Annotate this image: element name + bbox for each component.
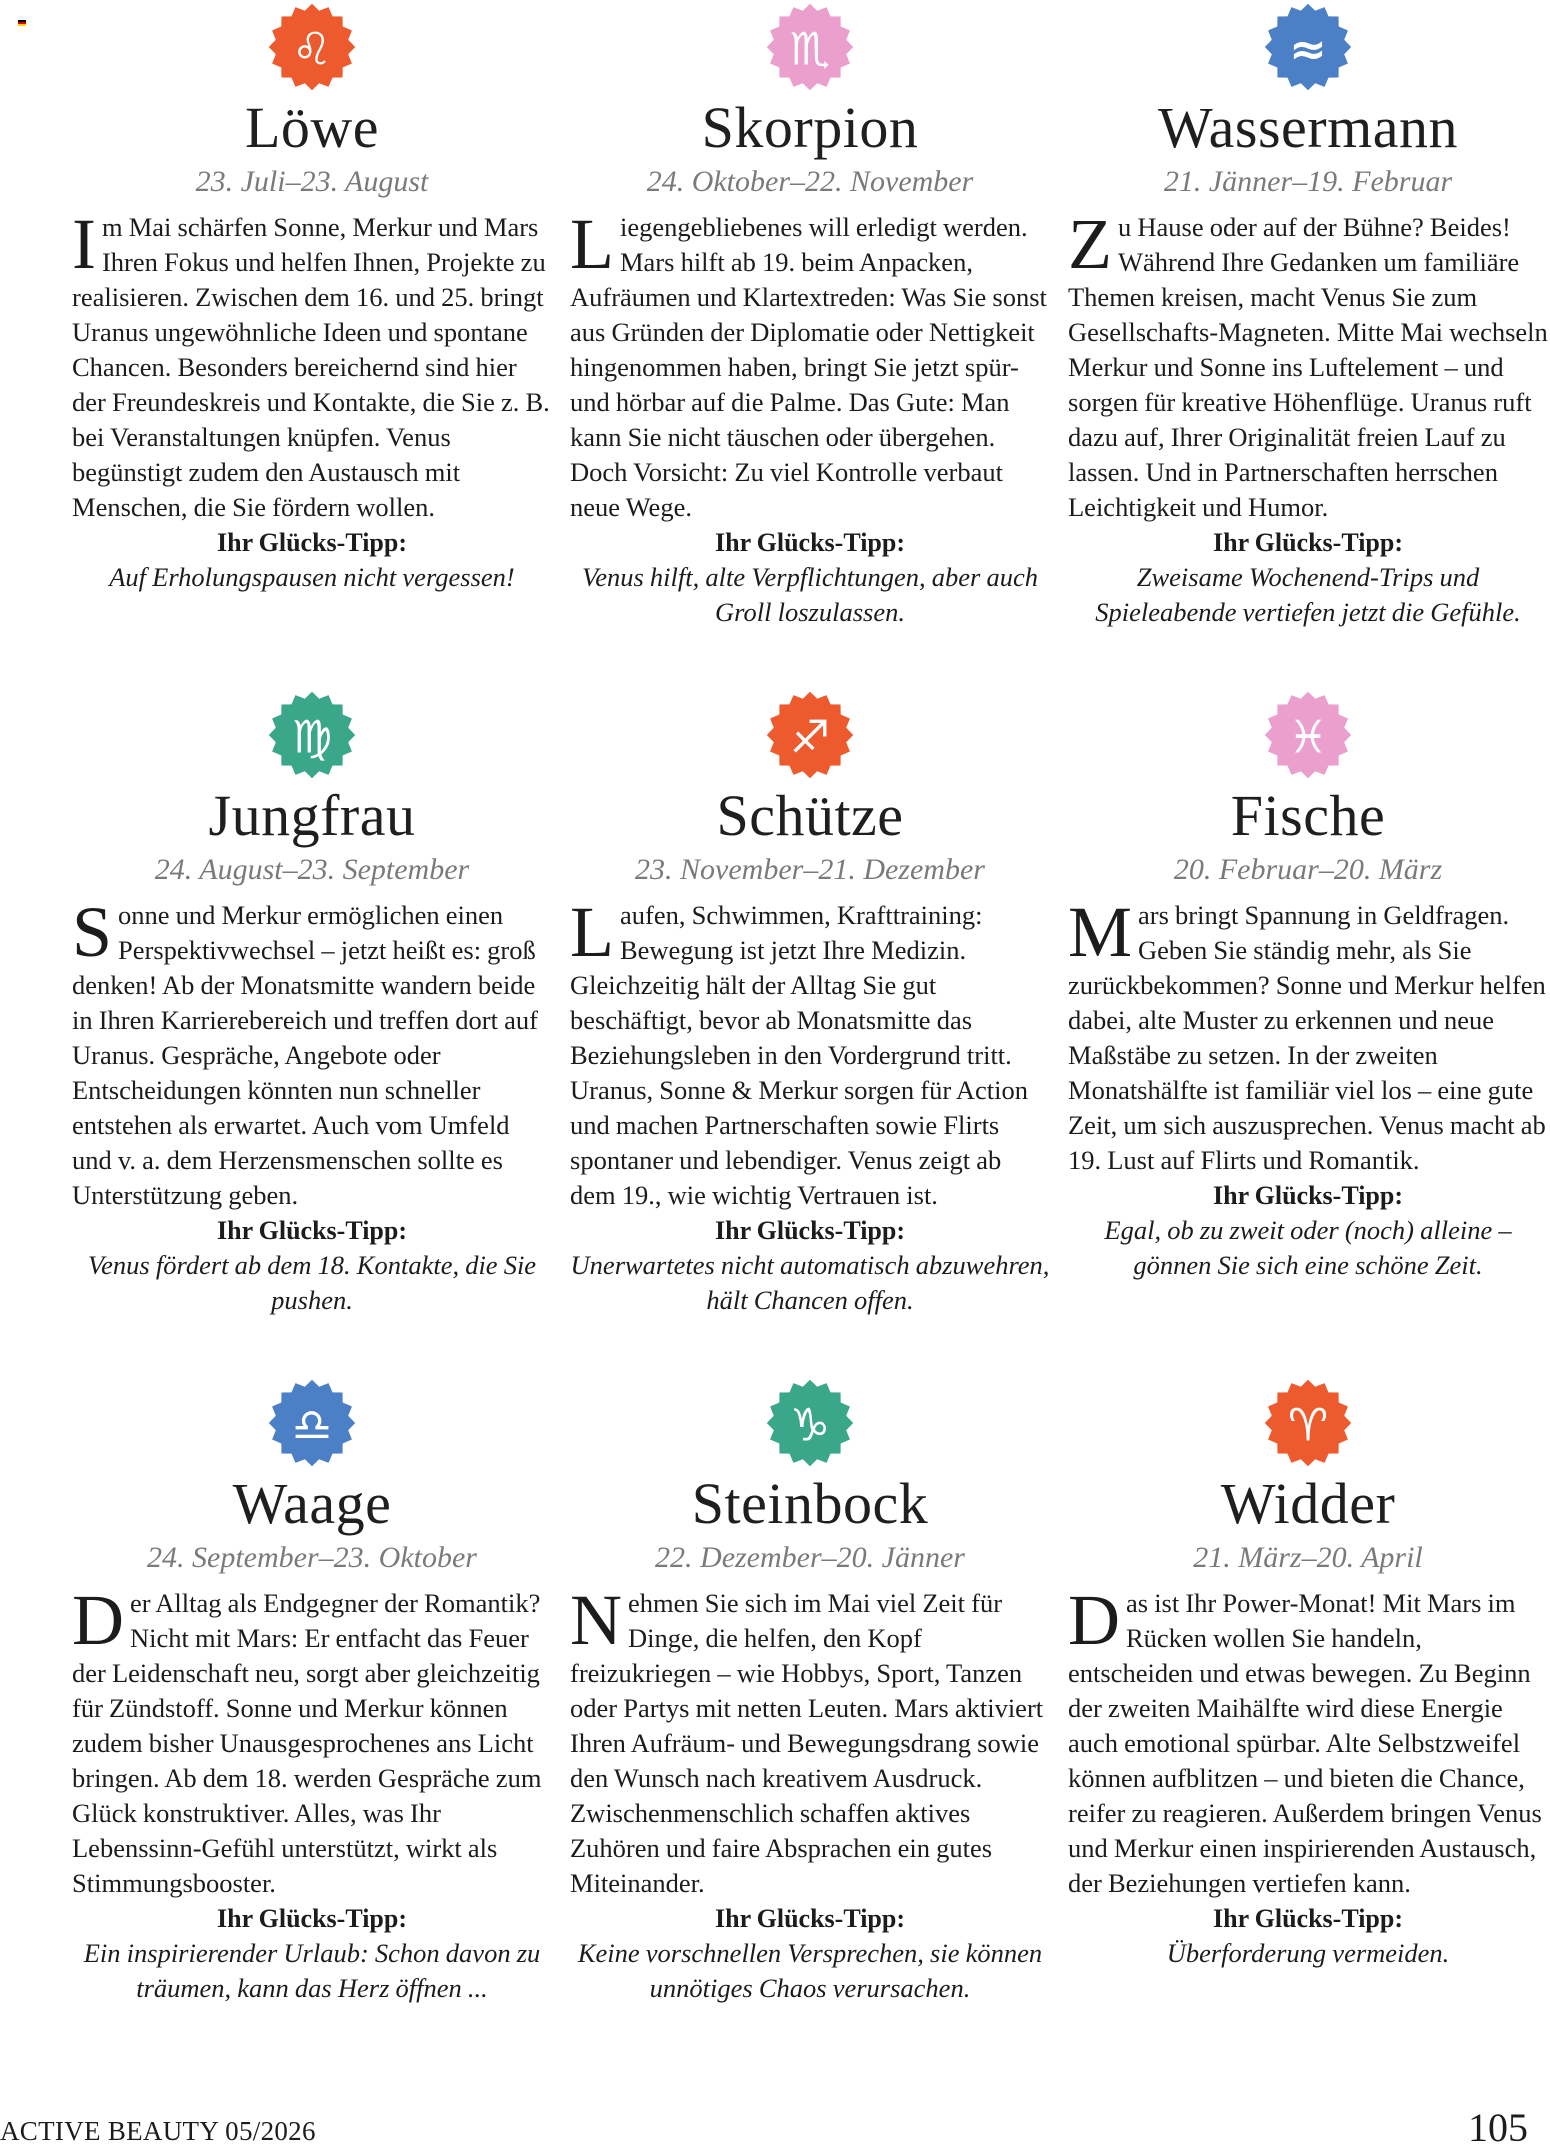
- zodiac-section-0: [72, 0, 552, 688]
- leo-icon: [267, 2, 357, 92]
- drop-cap: M: [1068, 892, 1133, 972]
- sign-paragraph: m Mai schärfen Sonne, Merkur und Mars Ihren Fokus und helfen Ihnen, Projekte zu realisieren. Zwischen dem 16. und 25. bringt Uranus ungewöhnliche Ideen und spontane Chancen. Besonders bereichernd sind hier der Freundeskreis und Kontakte, die Sie z. B. bei Veranstaltungen knüpfen. Venus begünstigt zudem den Austausch mit Menschen, die Sie fördern wollen.: [72, 212, 550, 522]
- luck-tip: Ein inspirierender Urlaub: Schon davon zu träumen, kann das Herz öffnen ...: [83, 1938, 541, 2003]
- svg-text:♏: ♏: [789, 22, 831, 76]
- drop-cap: L: [570, 204, 614, 284]
- sign-text: [1068, 204, 1548, 630]
- sign-dates: 23. Juli–23. August: [195, 165, 429, 198]
- svg-text:♌: ♌: [291, 22, 333, 76]
- sign-name: Widder: [1220, 1471, 1396, 1536]
- sign-dates: 23. November–21. Dezember: [635, 853, 985, 886]
- luck-tip: Venus fördert ab dem 18. Kontakte, die Sie pushen.: [87, 1250, 537, 1315]
- sign-paragraph: onne und Merkur ermöglichen einen Perspektivwechsel – jetzt heißt es: groß denken! Ab der Monatsmitte wandern beide in Ihren Karrierebereich und treffen dort auf Uranus. Gespräche, Angebote oder Entscheidungen könnten nun schneller entstehen als erwartet. Auch vom Umfeld und v. a. dem Herzensmenschen sollte es Unterstützung geben.: [72, 900, 538, 1210]
- sign-dates: 24. August–23. September: [154, 853, 470, 886]
- drop-cap: D: [72, 1580, 124, 1660]
- zodiac-section-8: [1068, 1376, 1548, 2080]
- aries-icon: [1263, 1378, 1353, 1468]
- luck-tip-label: Ihr Glücks-Tipp:: [1212, 1181, 1403, 1210]
- luck-tip: Egal, ob zu zweit oder (noch) alleine – gönnen Sie sich eine schöne Zeit.: [1104, 1215, 1512, 1280]
- sign-paragraph: ehmen Sie sich im Mai viel Zeit für Dinge, die helfen, den Kopf freizukriegen – wie Hobbys, Sport, Tanzen oder Partys mit netten Leuten. Mars aktiviert Ihren Aufräum- und Bewegungsdrang sowie den Wunsch nach kreativem Ausdruck. Zwischenmenschlich schaffen aktives Zuhören und faire Absprachen ein gutes Miteinander.: [570, 1588, 1044, 1898]
- drop-cap: N: [570, 1580, 622, 1660]
- svg-text:♈: ♈: [1287, 1398, 1329, 1452]
- zodiac-section-2: [1068, 0, 1548, 688]
- zodiac-section-5: [1068, 688, 1548, 1376]
- flag-icon: [18, 20, 26, 26]
- svg-text:♐: ♐: [789, 710, 831, 764]
- sign-paragraph: iegengebliebenes will erledigt werden. Mars hilft ab 19. beim Anpacken, Aufräumen und Klartextreden: Was Sie sonst aus Gründen der Diplomatie oder Nettigkeit hingenommen haben, bringt Sie jetzt spür- und hörbar auf die Palme. Das Gute: Man kann Sie nicht täuschen oder übergehen. Doch Vorsicht: Zu viel Kontrolle verbaut neue Wege.: [570, 212, 1047, 522]
- luck-tip-label: Ihr Glücks-Tipp:: [216, 1216, 407, 1245]
- sign-paragraph: er Alltag als Endgegner der Romantik? Nicht mit Mars: Er entfacht das Feuer der Leidenschaft neu, sorgt aber gleichzeitig für Zündstoff. Sonne und Merkur können zudem bisher Unausgesprochenes ans Licht bringen. Ab dem 18. werden Gespräche zum Glück konstruktiver. Alles, was Ihr Lebenssinn-Gefühl unterstützt, wirkt als Stimmungsbooster.: [72, 1588, 542, 1898]
- drop-cap: I: [72, 204, 96, 284]
- sign-dates: 21. Jänner–19. Februar: [1163, 165, 1453, 198]
- sign-dates: 24. September–23. Oktober: [147, 1541, 477, 1574]
- virgo-icon: [267, 690, 357, 780]
- luck-tip: Unerwartetes nicht automatisch abzuwehren, hält Chancen offen.: [570, 1250, 1050, 1315]
- horoscope-grid: [72, 0, 1550, 2080]
- zodiac-section-7: [570, 1376, 1050, 2080]
- sign-paragraph: aufen, Schwimmen, Krafttraining: Bewegung ist jetzt Ihre Medizin. Gleichzeitig hält der Alltag Sie gut beschäftigt, bevor ab Monatsmitte das Beziehungsleben in den Vordergrund tritt. Uranus, Sonne & Merkur sorgen für Action und machen Partnerschaften sowie Flirts spontaner und lebendiger. Venus zeigt ab dem 19., wie wichtig Vertrauen ist.: [570, 900, 1028, 1210]
- luck-tip-label: Ihr Glücks-Tipp:: [714, 1904, 905, 1933]
- luck-tip: Auf Erholungspausen nicht vergessen!: [109, 562, 515, 592]
- luck-tip-label: Ihr Glücks-Tipp:: [1212, 1904, 1403, 1933]
- sign-text: [570, 204, 1050, 630]
- zodiac-section-4: [570, 688, 1050, 1376]
- luck-tip-label: Ihr Glücks-Tipp:: [216, 528, 407, 557]
- sign-text: [1068, 892, 1548, 1283]
- sign-paragraph: u Hause oder auf der Bühne? Beides! Während Ihre Gedanken um familiäre Themen kreisen, macht Venus Sie zum Gesellschafts-Magneten. Mitte Mai wechseln Merkur und Sonne ins Luftelement – und sorgen für kreative Höhenflüge. Uranus ruft dazu auf, Ihrer Originalität freien Lauf zu lassen. Und in Partnerschaften herrschen Leichtigkeit und Humor.: [1068, 212, 1548, 522]
- sign-paragraph: ars bringt Spannung in Geldfragen. Geben Sie ständig mehr, als Sie zurückbekommen? Sonne und Merkur helfen dabei, alte Muster zu erkennen und neue Maßstäbe zu setzen. In der zweiten Monatshälfte ist familiär viel los – eine gute Zeit, um sich auszusprechen. Venus macht ab 19. Lust auf Flirts und Romantik.: [1068, 900, 1546, 1175]
- svg-text:♑: ♑: [789, 1398, 831, 1452]
- sagittarius-icon: [765, 690, 855, 780]
- sign-text: [72, 204, 552, 595]
- svg-text:♓: ♓: [1287, 710, 1329, 764]
- sign-name: Wassermann: [1158, 95, 1458, 160]
- sign-dates: 24. Oktober–22. November: [646, 165, 974, 198]
- luck-tip: Zweisame Wochenend-Trips und Spieleabende vertiefen jetzt die Gefühle.: [1095, 562, 1521, 627]
- pisces-icon: [1263, 690, 1353, 780]
- luck-tip: Überforderung vermeiden.: [1166, 1938, 1450, 1968]
- sign-text: [72, 892, 552, 1318]
- luck-tip-label: Ihr Glücks-Tipp:: [714, 1216, 905, 1245]
- zodiac-section-1: [570, 0, 1050, 688]
- zodiac-section-6: [72, 1376, 552, 2080]
- sign-text: [570, 892, 1050, 1318]
- sign-text: [570, 1580, 1050, 2006]
- zodiac-section-3: [72, 688, 552, 1376]
- sign-text: [1068, 1580, 1548, 1971]
- libra-icon: [267, 1378, 357, 1468]
- luck-tip: Venus hilft, alte Verpflichtungen, aber auch Groll loszulassen.: [581, 562, 1039, 627]
- sign-name: Schütze: [716, 783, 904, 848]
- luck-tip-label: Ihr Glücks-Tipp:: [1212, 528, 1403, 557]
- sign-dates: 22. Dezember–20. Jänner: [655, 1541, 965, 1574]
- sign-dates: 20. Februar–20. März: [1173, 853, 1443, 886]
- sign-name: Löwe: [244, 95, 380, 160]
- drop-cap: D: [1068, 1580, 1120, 1660]
- sign-name: Waage: [232, 1471, 392, 1536]
- sign-name: Steinbock: [691, 1471, 929, 1536]
- luck-tip-label: Ihr Glücks-Tipp:: [216, 1904, 407, 1933]
- drop-cap: L: [570, 892, 614, 972]
- magazine-footer: ACTIVE BEAUTY 05/2026: [0, 2116, 316, 2146]
- sign-dates: 21. März–20. April: [1193, 1541, 1423, 1574]
- sign-name: Jungfrau: [208, 783, 416, 848]
- sign-name: Skorpion: [701, 95, 919, 160]
- sign-text: [72, 1580, 552, 2006]
- svg-text:♎: ♎: [291, 1398, 333, 1452]
- drop-cap: S: [72, 892, 113, 972]
- capricorn-icon: [765, 1378, 855, 1468]
- drop-cap: Z: [1068, 204, 1112, 284]
- svg-text:≈: ≈: [1289, 22, 1327, 76]
- svg-text:♍: ♍: [291, 710, 333, 764]
- page-number: 105: [1468, 2105, 1528, 2150]
- sign-paragraph: as ist Ihr Power-Monat! Mit Mars im Rücken wollen Sie handeln, entscheiden und etwas bewegen. Zu Beginn der zweiten Maihälfte wird diese Energie auch emotional spürbar. Alte Selbstzweifel können aufblitzen – und bieten die Chance, reifer zu reagieren. Außerdem bringen Venus und Merkur einen inspirierenden Austausch, der Beziehungen vertiefen kann.: [1068, 1588, 1542, 1898]
- luck-tip-label: Ihr Glücks-Tipp:: [714, 528, 905, 557]
- scorpio-icon: [765, 2, 855, 92]
- sign-name: Fische: [1230, 783, 1386, 848]
- luck-tip: Keine vorschnellen Versprechen, sie können unnötiges Chaos verursachen.: [577, 1938, 1043, 2003]
- aquarius-icon: [1263, 2, 1353, 92]
